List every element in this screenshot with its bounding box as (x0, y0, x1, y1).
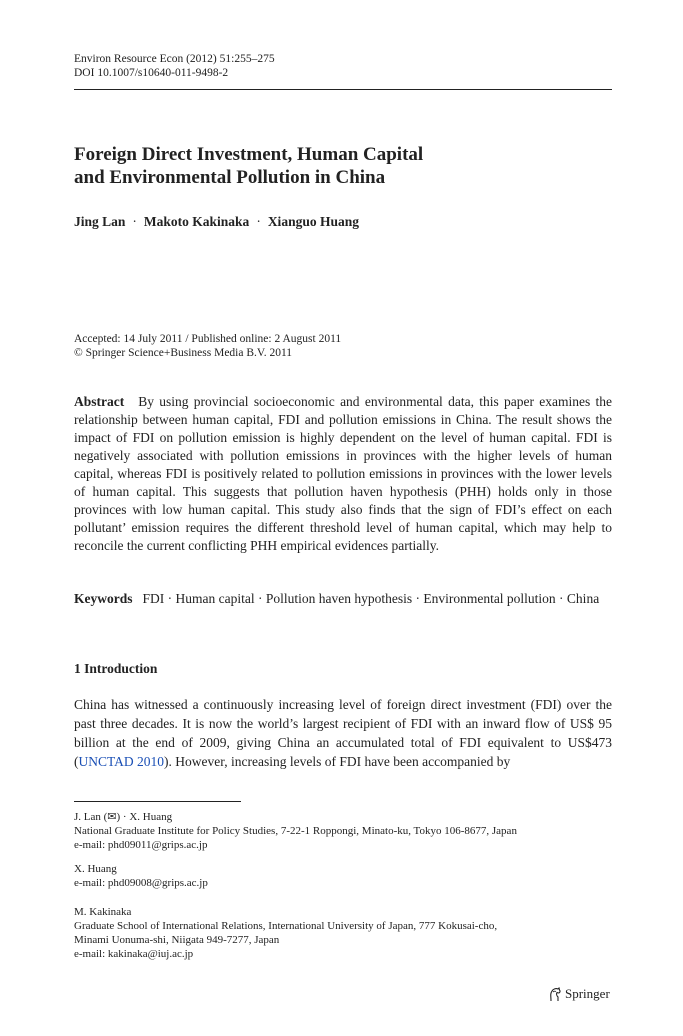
title-line-2: and Environmental Pollution in China (74, 167, 386, 188)
footnote-address: Minami Uonuma-shi, Niigata 949-7277, Japan (74, 934, 280, 946)
title-line-1: Foreign Direct Investment, Human Capital (74, 144, 424, 165)
keywords-label: Keywords (74, 591, 133, 606)
author-name: Makoto Kakinaka (143, 214, 250, 229)
citation-link[interactable]: UNCTAD 2010 (78, 754, 165, 769)
footnote-affiliation-2 (74, 862, 208, 890)
author-name: Xianguo Huang (267, 214, 359, 229)
section-heading: 1 Introduction (74, 661, 158, 676)
author-list (74, 214, 359, 230)
springer-horse-icon (548, 987, 562, 1002)
intro-text: ). However, increasing levels of FDI have been accompanied by (164, 754, 511, 769)
footnote-address: National Graduate Institute for Policy Studies, 7-22-1 Roppongi, Minato-ku, Tokyo 106-8677, Japan (74, 825, 517, 837)
footnote-address: Graduate School of International Relations, International University of Japan, 777 Kokusai-cho, (74, 920, 498, 932)
paper-title (74, 143, 614, 189)
doi[interactable]: DOI 10.1007/s10640-011-9498-2 (74, 67, 229, 79)
footnote-rule (74, 801, 241, 802)
keywords (74, 590, 612, 608)
footnote-email[interactable]: e-mail: phd09011@grips.ac.jp (74, 839, 208, 851)
author-separator: · (132, 214, 137, 229)
footnote-authors: J. Lan (✉) · X. Huang (74, 811, 173, 823)
intro-paragraph (74, 695, 612, 771)
journal-header (74, 52, 275, 80)
footnote-affiliation-3 (74, 905, 497, 961)
footnote-affiliation-1 (74, 810, 517, 852)
abstract-label: Abstract (74, 394, 125, 409)
intro-text: China has witnessed a continuously increasing level of foreign direct investment (FDI) over the past three decades. It is now the world’s largest recipient of FDI with an inward flow of US$ 95 billion at the end of 2009, giving China an accumulated total of FDI equivalent to US$473 ( (74, 697, 612, 769)
footnote-email[interactable]: e-mail: phd09008@grips.ac.jp (74, 877, 208, 889)
footnote-email[interactable]: e-mail: kakinaka@iuj.ac.jp (74, 948, 194, 960)
journal-citation: Environ Resource Econ (2012) 51:255–275 (74, 53, 275, 65)
author-name: Jing Lan (74, 214, 126, 229)
publisher-name: Springer (565, 986, 610, 1001)
footnote-authors: M. Kakinaka (74, 906, 132, 918)
header-rule (74, 89, 612, 90)
abstract (74, 393, 612, 555)
author-separator: · (256, 214, 261, 229)
abstract-text: By using provincial socioeconomic and environmental data, this paper examines the relationship between human capital, FDI and pollution emissions in China. The result shows the impact of FDI on pollution emission is highly dependent on the level of human capital. FDI is negatively associated with pollution emissions in provinces with the higher levels of human capital, whereas FDI is positively related to pollution emissions in provinces with the lower levels of human capital. This suggests that pollution haven hypothesis (PHH) holds only in those provinces with low human capital. This study also finds that the sign of FDI’s effect on each pollutant’ emission requires the different threshold level of human capital, which may help to reconcile the current conflicting PHH empirical evidences partially. (74, 394, 612, 553)
publication-dates (74, 332, 341, 360)
accepted-published: Accepted: 14 July 2011 / Published online: 2 August 2011 (74, 333, 342, 345)
copyright: © Springer Science+Business Media B.V. 2011 (74, 347, 293, 359)
publisher-mark (548, 986, 610, 1002)
keywords-text: FDI · Human capital · Pollution haven hypothesis · Environmental pollution · China (142, 591, 600, 606)
footnote-authors: X. Huang (74, 863, 117, 875)
